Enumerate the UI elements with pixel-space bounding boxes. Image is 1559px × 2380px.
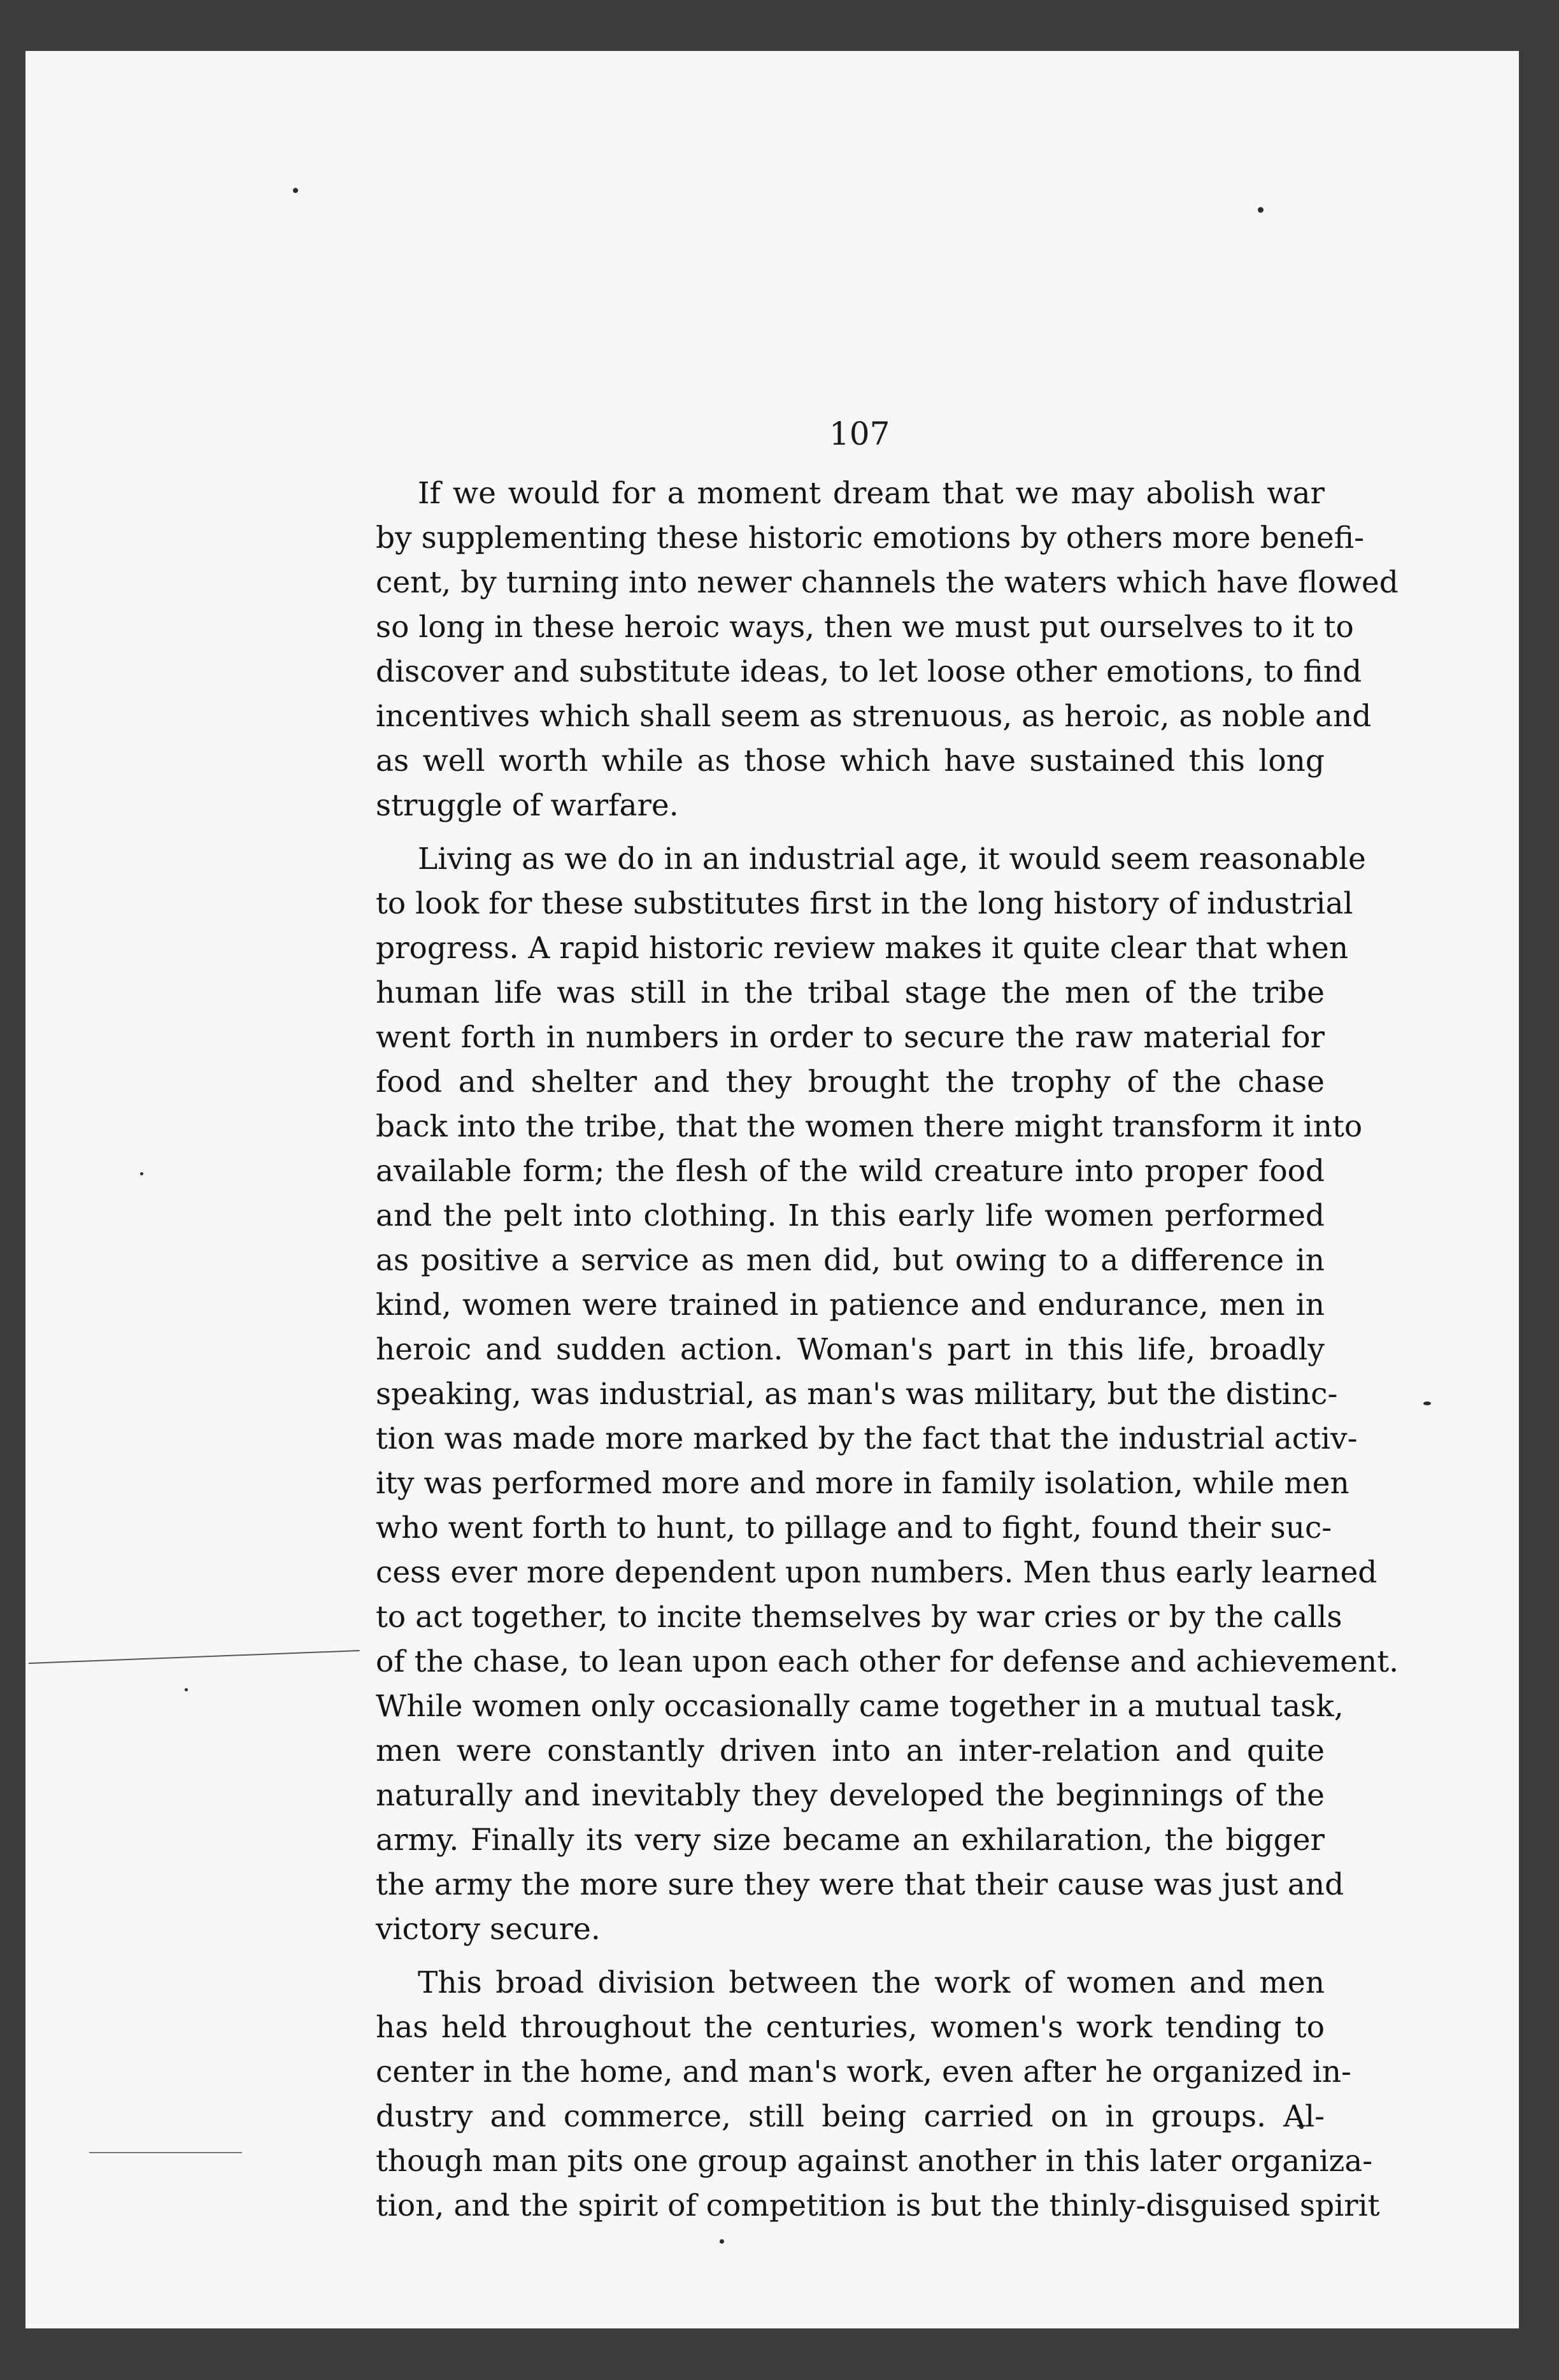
text-line: tion, and the spirit of competition is but the thinly-disguised spirit — [376, 2188, 1380, 2223]
scan-scratch — [29, 1650, 360, 1664]
text-line: dustry and commerce, still being carried on in groups. Al- — [376, 2099, 1325, 2134]
text-line: the army the more sure they were that their cause was just and — [376, 1867, 1344, 1902]
text-line: by supplementing these historic emotions by others more benefi- — [376, 520, 1364, 556]
text-line: struggle of warfare. — [376, 788, 679, 823]
text-line: discover and substitute ideas, to let loose other emotions, to find — [376, 654, 1362, 689]
paragraph-1 — [376, 471, 1399, 828]
text-line: has held throughout the centuries, women's work tending to — [376, 2010, 1325, 2045]
text-line: naturally and inevitably they developed the beginnings of the — [376, 1778, 1325, 1813]
text-line: back into the tribe, that the women there might transform it into — [376, 1109, 1363, 1144]
dust-speck — [140, 1172, 143, 1175]
text-line: to act together, to incite themselves by war cries or by the calls — [376, 1600, 1342, 1635]
paragraph-2 — [376, 837, 1399, 1952]
text-line: so long in these heroic ways, then we must put ourselves to it to — [376, 610, 1354, 645]
text-line: cent, by turning into newer channels the waters which have flowed — [376, 565, 1399, 600]
text-line: center in the home, and man's work, even after he organized in- — [376, 2054, 1351, 2090]
text-line: If we would for a moment dream that we may abolish war — [418, 476, 1325, 511]
text-line: progress. A rapid historic review makes it quite clear that when — [376, 931, 1349, 966]
scan-scratch — [89, 2152, 242, 2153]
text-line: army. Finally its very size became an exhilaration, the bigger — [376, 1823, 1325, 1858]
text-line: to look for these substitutes first in the long history of industrial — [376, 886, 1353, 921]
text-line: human life was still in the tribal stage the men of the tribe — [376, 975, 1325, 1010]
text-line: tion was made more marked by the fact that the industrial activ- — [376, 1421, 1358, 1456]
dust-speck — [185, 1688, 188, 1691]
paragraph-3 — [376, 1961, 1380, 2228]
text-line: men were constantly driven into an inter-relation and quite — [376, 1733, 1325, 1768]
text-line: kind, women were trained in patience and endurance, men in — [376, 1287, 1325, 1323]
text-line: food and shelter and they brought the trophy of the chase — [376, 1065, 1325, 1100]
text-line: While women only occasionally came together in a mutual task, — [376, 1689, 1344, 1724]
text-line: as well worth while as those which have sustained this long — [376, 743, 1325, 778]
text-line: though man pits one group against another in this later organiza- — [376, 2144, 1373, 2179]
text-line: and the pelt into clothing. In this early life women performed — [376, 1198, 1325, 1233]
page-number: 107 — [829, 415, 890, 452]
text-line: incentives which shall seem as strenuous, as heroic, as noble and — [376, 699, 1372, 734]
text-line: as positive a service as men did, but owing to a difference in — [376, 1243, 1325, 1278]
dust-speck — [1423, 1401, 1431, 1405]
dust-speck — [1258, 207, 1264, 213]
dust-speck — [720, 2239, 724, 2244]
text-line: Living as we do in an industrial age, it would seem reasonable — [418, 842, 1366, 877]
text-line: This broad division between the work of women and men — [418, 1965, 1325, 2000]
text-line: of the chase, to lean upon each other for defense and achievement. — [376, 1644, 1399, 1679]
text-line: went forth in numbers in order to secure the raw material for — [376, 1020, 1325, 1055]
text-line: who went forth to hunt, to pillage and to fight, found their suc- — [376, 1510, 1332, 1545]
text-line: heroic and sudden action. Woman's part in this life, broadly — [376, 1332, 1325, 1367]
text-line: speaking, was industrial, as man's was military, but the distinc- — [376, 1377, 1338, 1412]
text-line: victory secure. — [376, 1912, 601, 1947]
body-text — [376, 471, 1399, 2228]
text-line: cess ever more dependent upon numbers. Men thus early learned — [376, 1555, 1377, 1590]
book-page — [25, 51, 1519, 2328]
text-line: available form; the flesh of the wild creature into proper food — [376, 1154, 1325, 1189]
text-line: ity was performed more and more in family isolation, while men — [376, 1466, 1349, 1501]
dust-speck — [293, 188, 298, 193]
